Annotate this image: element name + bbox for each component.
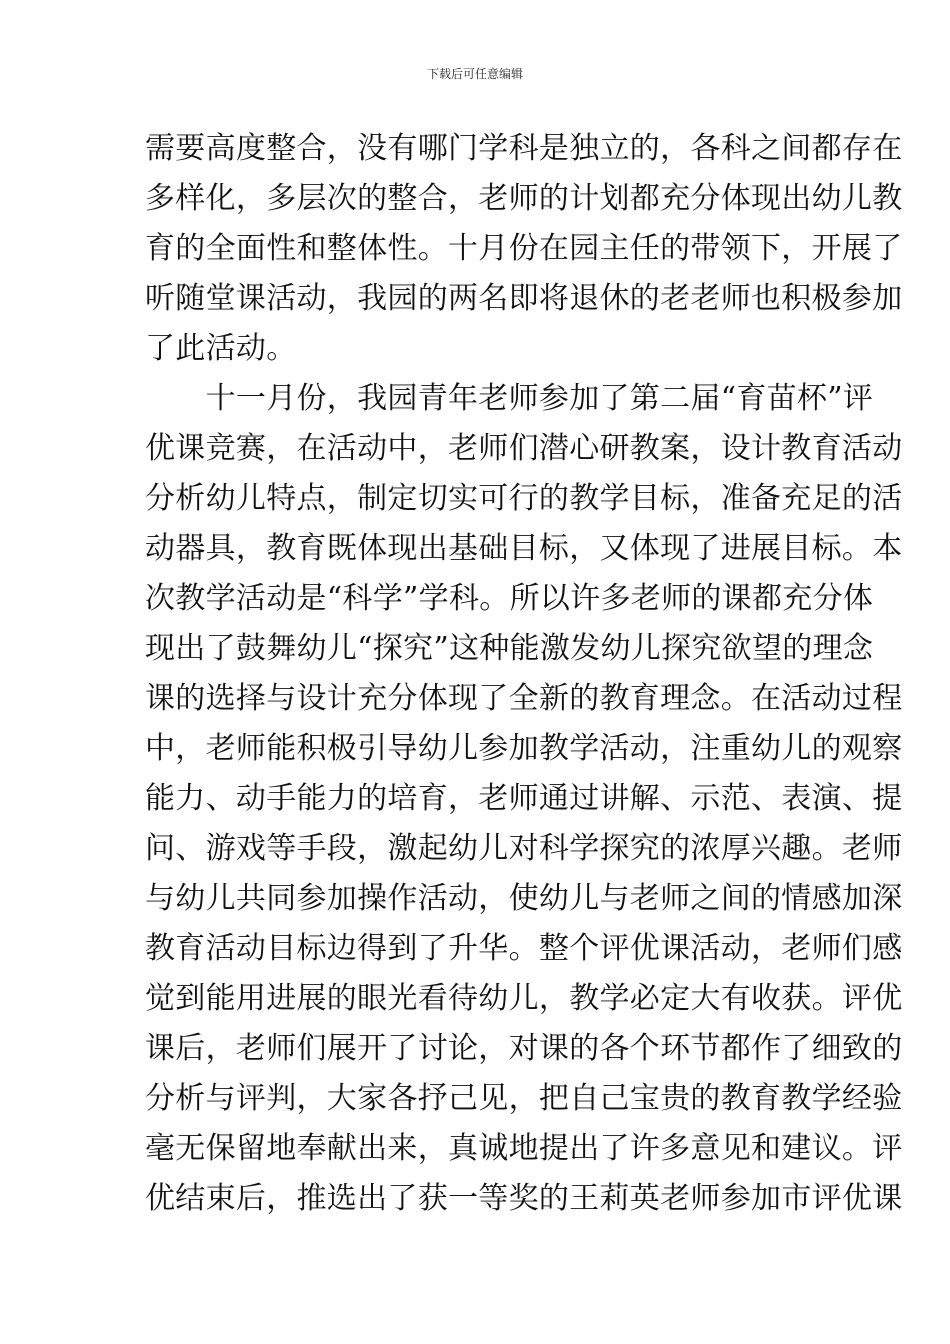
text-line: 课的选择与设计充分体现了全新的教育理念。在活动过程 (145, 681, 903, 716)
text-line: 分析与评判，大家各抒己见，把自己宝贵的教育教学经验 (145, 1081, 903, 1116)
document-body (145, 124, 903, 1224)
text-line: 次教学活动是“科学”学科。所以许多老师的课都充分体 (145, 581, 874, 616)
text-line: 觉到能用进展的眼光看待幼儿，教学必定大有收获。评优 (145, 981, 903, 1016)
text-line: 问、游戏等手段，激起幼儿对科学探究的浓厚兴趣。老师 (145, 831, 903, 866)
text-line: 能力、动手能力的培育，老师通过讲解、示范、表演、提 (145, 781, 903, 816)
text-line: 与幼儿共同参加操作活动，使幼儿与老师之间的情感加深 (145, 881, 903, 916)
text-line: 毫无保留地奉献出来，真诚地提出了许多意见和建议。评 (145, 1131, 903, 1166)
text-line: 课后，老师们展开了讨论，对课的各个环节都作了细致的 (145, 1031, 903, 1066)
text-line: 多样化，多层次的整合，老师的计划都充分体现出幼儿教 (145, 181, 903, 216)
text-line: 听随堂课活动，我园的两名即将退休的老老师也积极参加 (145, 281, 903, 316)
text-line: 分析幼儿特点，制定切实可行的教学目标，准备充足的活 (145, 481, 903, 516)
page-header: 下载后可任意编辑 (426, 67, 523, 81)
text-line: 育的全面性和整体性。十月份在园主任的带领下，开展了 (145, 231, 903, 266)
text-line: 十一月份，我园青年老师参加了第二届“育苗杯”评 (145, 381, 874, 416)
text-line: 中，老师能积极引导幼儿参加教学活动，注重幼儿的观察 (145, 731, 903, 766)
text-line: 教育活动目标边得到了升华。整个评优课活动，老师们感 (145, 931, 903, 966)
text-line: 现出了鼓舞幼儿“探究”这种能激发幼儿探究欲望的理念 (145, 631, 874, 666)
text-line: 优课竞赛，在活动中，老师们潜心研教案，设计教育活动 (145, 431, 903, 466)
text-line: 优结束后，推选出了获一等奖的王莉英老师参加市评优课 (145, 1181, 903, 1216)
text-line: 动器具，教育既体现出基础目标，又体现了进展目标。本 (145, 531, 903, 566)
text-line: 需要高度整合，没有哪门学科是独立的，各科之间都存在 (145, 131, 903, 166)
text-line: 了此活动。 (145, 331, 297, 366)
